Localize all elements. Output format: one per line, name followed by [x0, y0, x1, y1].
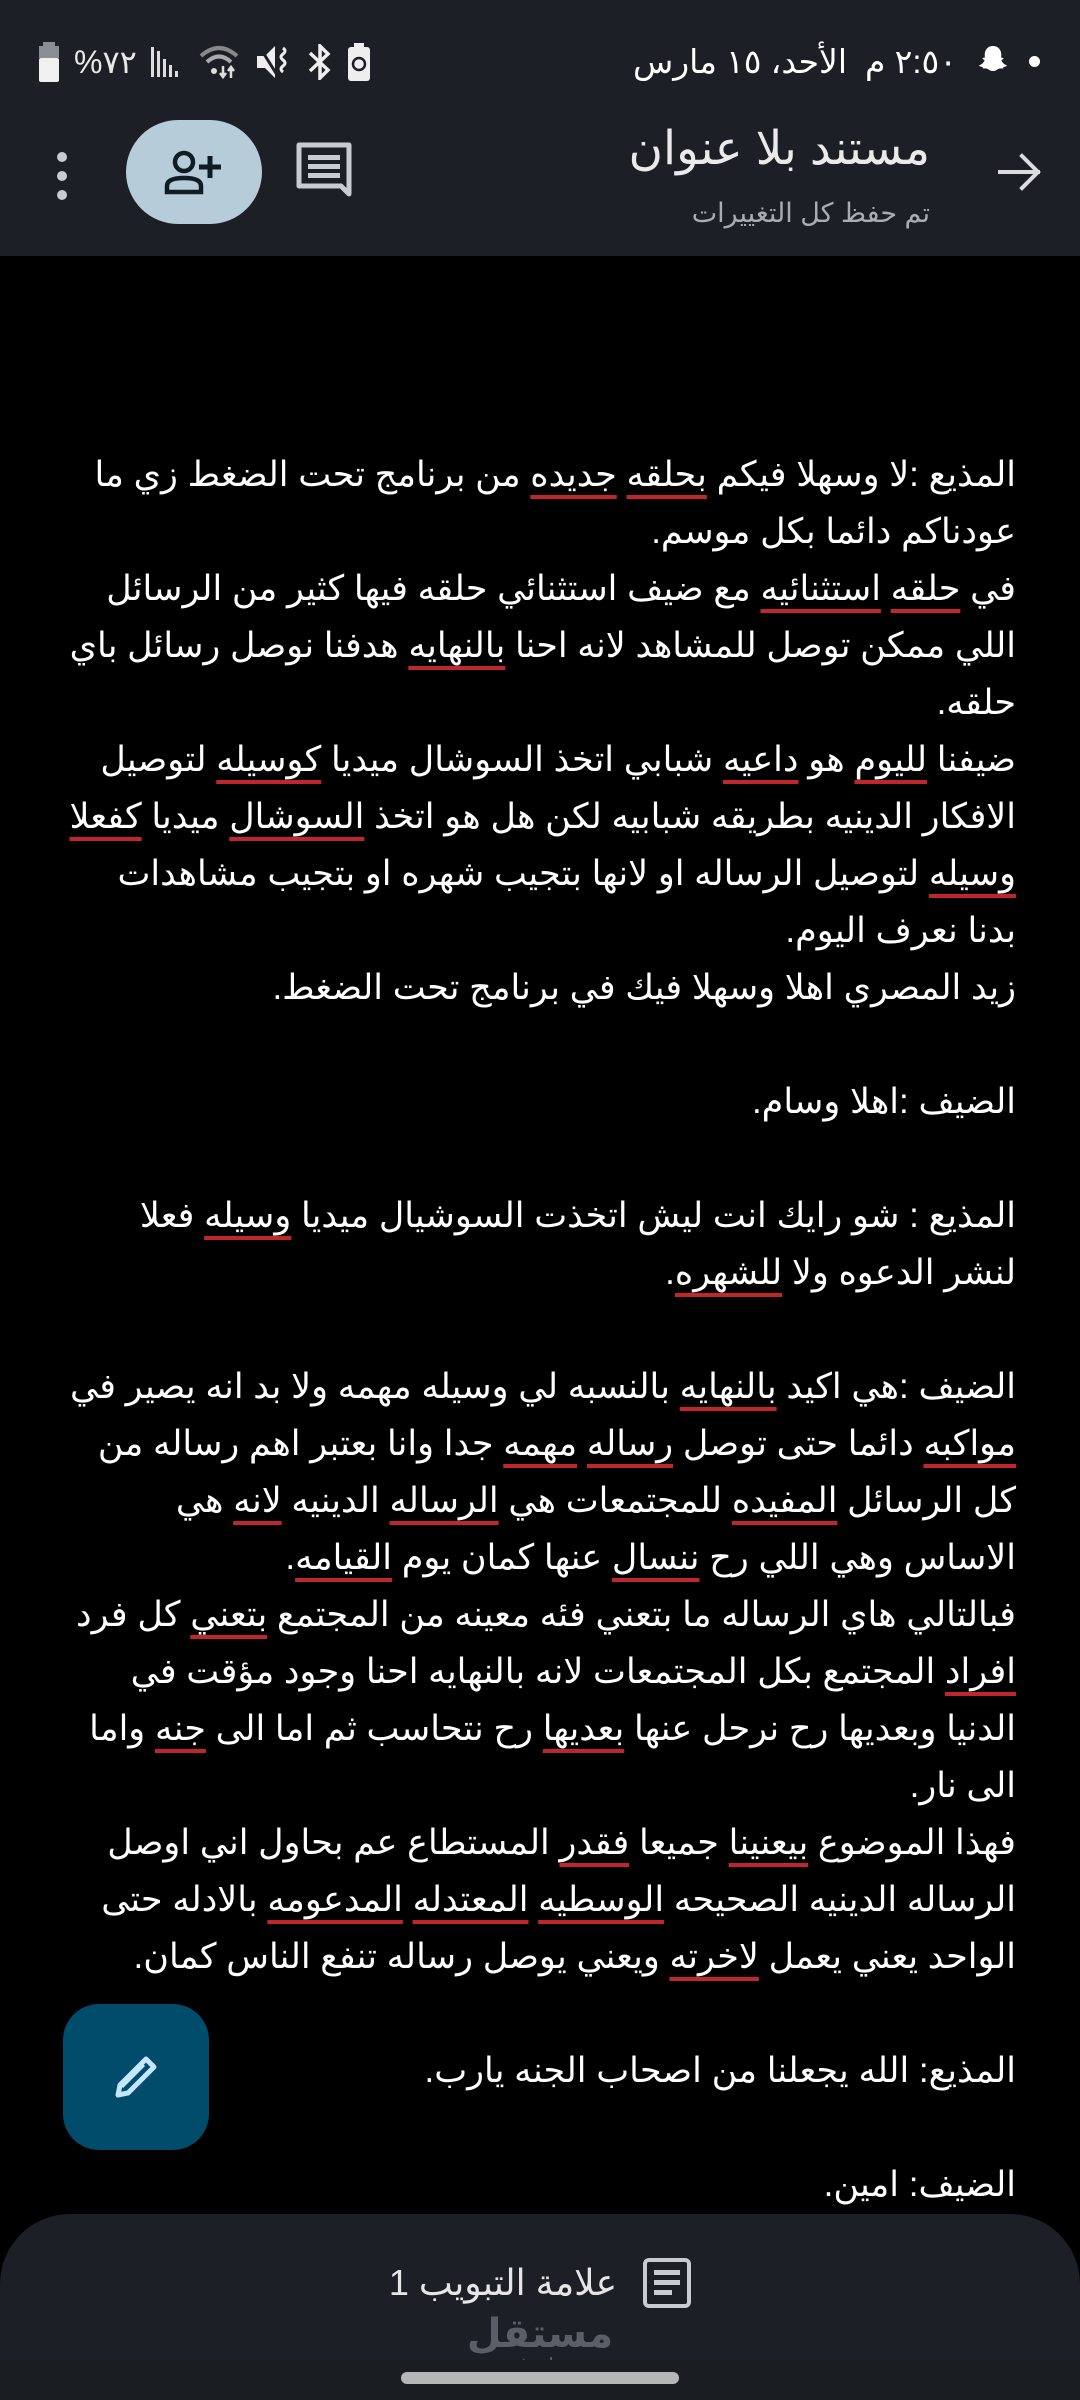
misspelled-word[interactable]: داعيه: [722, 740, 799, 779]
text-run: شبابي اتخذ السوشال ميديا: [321, 740, 723, 779]
text-run: عنها كمان يوم: [391, 1538, 612, 1577]
misspelled-word[interactable]: مواكبه: [923, 1424, 1016, 1463]
text-run: كل فرد: [66, 1595, 191, 1634]
misspelled-word[interactable]: لليوم: [854, 740, 928, 779]
document-paragraph: [62, 1187, 1016, 1301]
misspelled-word[interactable]: للشهره: [674, 1253, 783, 1292]
text-run: رح نتحاسب ثم اما الى: [205, 1709, 543, 1748]
blank-line: [62, 1016, 1016, 1073]
text-run: للمجتمعات هي: [498, 1481, 732, 1520]
document-paragraph: [62, 1358, 1016, 1586]
text-run: دائما حتى توصل: [673, 1424, 924, 1463]
home-gesture-handle[interactable]: [401, 2372, 679, 2384]
notification-dot: [1029, 56, 1040, 67]
misspelled-word[interactable]: مهمه: [503, 1424, 578, 1463]
signal-icon: [151, 47, 183, 77]
tab-label: علامة التبويب 1: [388, 2262, 618, 2303]
bluetooth-icon: [307, 44, 333, 80]
text-run: المذيع : شو رايك انت ليش اتخذت السوشيال ميديا: [291, 1196, 1016, 1235]
back-arrow-icon[interactable]: [990, 142, 1050, 202]
status-bar-left-cluster: [633, 38, 1040, 84]
text-run: [528, 1880, 538, 1919]
vibrate-mute-icon: [255, 44, 293, 80]
misspelled-word[interactable]: بتعني: [190, 1595, 268, 1634]
text-run: الضيف: امين.: [823, 2165, 1016, 2204]
misspelled-word[interactable]: وسيله: [928, 854, 1016, 893]
status-bar-right-cluster: [38, 40, 371, 84]
misspelled-word[interactable]: السوشال: [229, 797, 365, 836]
text-run: فهذا الموضوع: [808, 1823, 1016, 1862]
text-run: .: [665, 1253, 675, 1292]
misspelled-word[interactable]: حلقه: [890, 569, 961, 608]
misspelled-word[interactable]: القيامه: [295, 1538, 392, 1577]
text-run: الضيف :اهلا وسام.: [751, 1082, 1016, 1121]
misspelled-word[interactable]: بعديها: [542, 1709, 625, 1748]
text-run: بالادله حتى الواحد يعني يعمل: [91, 1880, 1016, 1976]
status-time: ٢:٥٠ م: [865, 42, 957, 80]
text-run: المذيع :لا وسهلا فيكم: [706, 455, 1016, 494]
text-run: ويعني يوصل رساله تنفع الناس كمان.: [133, 1937, 670, 1976]
misspelled-word[interactable]: افراد: [944, 1652, 1016, 1691]
document-paragraph: [62, 731, 1016, 959]
text-run: الضيف :هي اكيد: [776, 1367, 1016, 1406]
misspelled-word[interactable]: المعتدله: [412, 1880, 529, 1919]
misspelled-word[interactable]: بيعنينا: [728, 1823, 809, 1862]
tab-outline-icon: [643, 2258, 691, 2308]
misspelled-word[interactable]: الوسطيه: [538, 1880, 665, 1919]
misspelled-word[interactable]: استثنائيه: [760, 569, 881, 608]
text-run: هدفنا نوصل رسائل باي حلقه.: [59, 626, 1016, 722]
misspelled-word[interactable]: فقدر: [559, 1823, 630, 1862]
text-run: زيد المصري اهلا وسهلا فيك في برنامج تحت الضغط.: [272, 968, 1016, 1007]
blank-line: [62, 1130, 1016, 1187]
text-run: [403, 1880, 413, 1919]
document-paragraph: [62, 1814, 1016, 1985]
status-bar: [0, 0, 1080, 120]
share-button[interactable]: [126, 120, 262, 224]
text-run: واما الى نار.: [79, 1709, 1016, 1805]
text-run: هي الاساس وهي اللي رح: [166, 1481, 1016, 1577]
misspelled-word[interactable]: بالنهايه: [679, 1367, 777, 1406]
text-run: الدينيه: [281, 1481, 390, 1520]
misspelled-word[interactable]: كفعلا: [69, 797, 142, 836]
document-paragraph: [62, 446, 1016, 560]
comment-icon[interactable]: [296, 142, 352, 202]
text-run: [881, 569, 891, 608]
text-run: المستطاع عم بحاول اني اوصل الرساله الدينيه الصحيحه: [97, 1823, 1016, 1919]
text-run: بالنسبه لي وسيله مهمه ولا بد انه يصير في: [60, 1367, 680, 1406]
app-bar: [0, 120, 1080, 256]
system-nav-bar: [0, 2360, 1080, 2400]
battery-saver-icon: [347, 43, 371, 81]
misspelled-word[interactable]: كوسيله: [216, 740, 322, 779]
document-title[interactable]: مستند بلا عنوان: [628, 121, 930, 174]
text-run: ميديا: [141, 797, 230, 836]
misspelled-word[interactable]: لانه: [233, 1481, 282, 1520]
misspelled-word[interactable]: المدعومه: [267, 1880, 403, 1919]
misspelled-word[interactable]: بحلقه: [626, 455, 707, 494]
watermark-arabic: مستقل: [466, 2312, 614, 2356]
text-run: [617, 455, 627, 494]
text-run: [577, 1424, 587, 1463]
misspelled-word[interactable]: المفيده: [731, 1481, 838, 1520]
blank-line: [62, 1301, 1016, 1358]
text-run: هو: [798, 740, 855, 779]
more-vert-icon[interactable]: [50, 146, 74, 206]
misspelled-word[interactable]: وسيله: [204, 1196, 292, 1235]
wifi-icon: [197, 44, 241, 80]
edit-pencil-icon: [110, 2051, 162, 2103]
document-paragraph: [59, 560, 1016, 731]
misspelled-word[interactable]: ننسال: [611, 1538, 700, 1577]
text-run: ضيفنا: [927, 740, 1016, 779]
snapchat-icon: [975, 42, 1011, 80]
text-run: المجتمع بكل المجتمعات لانه بالنهايه احنا وجود مؤقت في الدنيا وبعديها رح نرحل عنها: [120, 1652, 1016, 1748]
text-run: جدا وانا بعتبر اهم رساله من كل الرسائل: [88, 1424, 1016, 1520]
battery-percent: %٧٢: [74, 44, 137, 80]
status-date: الأحد، ١٥ مارس: [632, 42, 848, 80]
document-paragraph: [62, 1586, 1016, 1814]
text-run: [60, 797, 70, 836]
tab-selector[interactable]: [0, 2258, 1080, 2308]
document-paragraph: [62, 2156, 1016, 2213]
misspelled-word[interactable]: الرساله: [389, 1481, 499, 1520]
text-run: في: [960, 569, 1016, 608]
save-status: تم حفظ كل التغييرات: [691, 198, 930, 228]
text-run: مع ضيف استثنائي حلقه فيها كثير من الرسائل اللي ممكن توصل للمشاهد لانه احنا: [96, 569, 1016, 665]
text-run: من برنامج تحت الضغط زي ما عودناكم دائما بكل موسم.: [84, 455, 1016, 551]
misspelled-word[interactable]: لاخرته: [669, 1937, 759, 1976]
text-run: .: [285, 1538, 296, 1577]
text-run: لتوصيل الافكار الدينيه بطريقه شبابيه لكن هل هو اتخذ: [90, 740, 1016, 836]
text-run: فبالتالي هاي الرساله ما بتعني فئه معينه من المجتمع: [267, 1595, 1016, 1634]
misspelled-word[interactable]: بالنهايه: [408, 626, 506, 665]
misspelled-word[interactable]: جنه: [154, 1709, 206, 1748]
misspelled-word[interactable]: رساله: [586, 1424, 674, 1463]
document-paragraph: [62, 959, 1016, 1016]
text-run: المذيع: الله يجعلنا من اصحاب الجنه يارب.: [424, 2051, 1016, 2090]
misspelled-word[interactable]: جديده: [530, 455, 617, 494]
person-add-icon: [164, 148, 224, 196]
text-run: جميعا: [629, 1823, 729, 1862]
edit-fab[interactable]: [63, 2004, 209, 2150]
text-run: فعلا لنشر الدعوه ولا: [130, 1196, 1016, 1292]
battery-icon: [38, 42, 60, 82]
document-body[interactable]: [59, 446, 1016, 2213]
text-run: لتوصيل الرساله او لانها بتجيب شهره او بتجيب مشاهدات بدنا نعرف اليوم.: [107, 854, 1016, 950]
document-paragraph: [62, 1073, 1016, 1130]
